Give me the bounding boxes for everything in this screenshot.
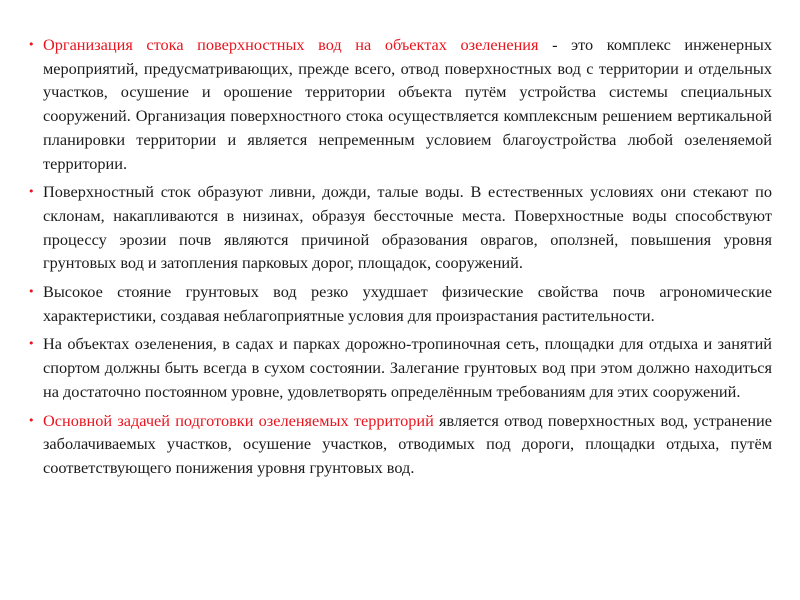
bullet-icon: • bbox=[28, 38, 35, 51]
bullet-list bbox=[28, 33, 772, 480]
paragraph-text: - это комплекс инженерных мероприятий, предусматривающих, прежде всего, отвод поверхностных вод с территории и отдельных участков, осушение и орошение территории объекта путём устройства системы специальных сооружений. Организация поверхностного стока осуществляется комплексным решением вертикальной планировки территории и является непременным условием благоустройства любой озеленяемой территории. bbox=[43, 35, 772, 173]
paragraph-text: Поверхностный сток образуют ливни, дожди, талые воды. В естественных условиях они стекают по склонам, накапливаются в низинах, образуя бессточные места. Поверхностные воды способствуют процессу эрозии почв являются причиной образования оврагов, оползней, повышения уровня грунтовых вод и затопления парковых дорог, площадок, сооружений. bbox=[43, 182, 772, 273]
highlighted-term: Основной задачей подготовки озеленяемых территорий bbox=[43, 410, 434, 430]
paragraph-text: На объектах озеленения, в садах и парках дорожно-тропиночная сеть, площадки для отдыха и занятий спортом должны быть всегда в сухом состоянии. Залегание грунтовых вод при этом должно находиться на достаточно постоянном уровне, удовлетворять определённым требованиям для этих сооружений. bbox=[43, 334, 772, 401]
paragraph-text: является отвод поверхностных вод, устранение заболачиваемых участков, осушение участков, отводимых под дороги, площадки отдыха, путём соответствующего понижения уровня грунтовых вод. bbox=[43, 410, 772, 477]
bullet-item-groundwater-level bbox=[28, 280, 772, 327]
highlighted-term: Организация стока поверхностных вод на объектах озеленения bbox=[43, 35, 539, 54]
bullet-icon: • bbox=[28, 185, 35, 199]
bullet-item-surface-runoff bbox=[28, 180, 772, 275]
bullet-item-dry-paths bbox=[28, 332, 772, 403]
paragraph-text: Высокое стояние грунтовых вод резко ухудшает физические свойства почв агрономические характеристики, создавая неблагоприятные условия для произрастания растительности. bbox=[43, 282, 772, 325]
bullet-icon: • bbox=[28, 285, 35, 299]
bullet-item-main-task bbox=[28, 409, 772, 480]
bullet-icon: • bbox=[28, 413, 35, 427]
bullet-icon: • bbox=[28, 337, 35, 351]
bullet-item-stormwater-definition bbox=[28, 33, 772, 175]
